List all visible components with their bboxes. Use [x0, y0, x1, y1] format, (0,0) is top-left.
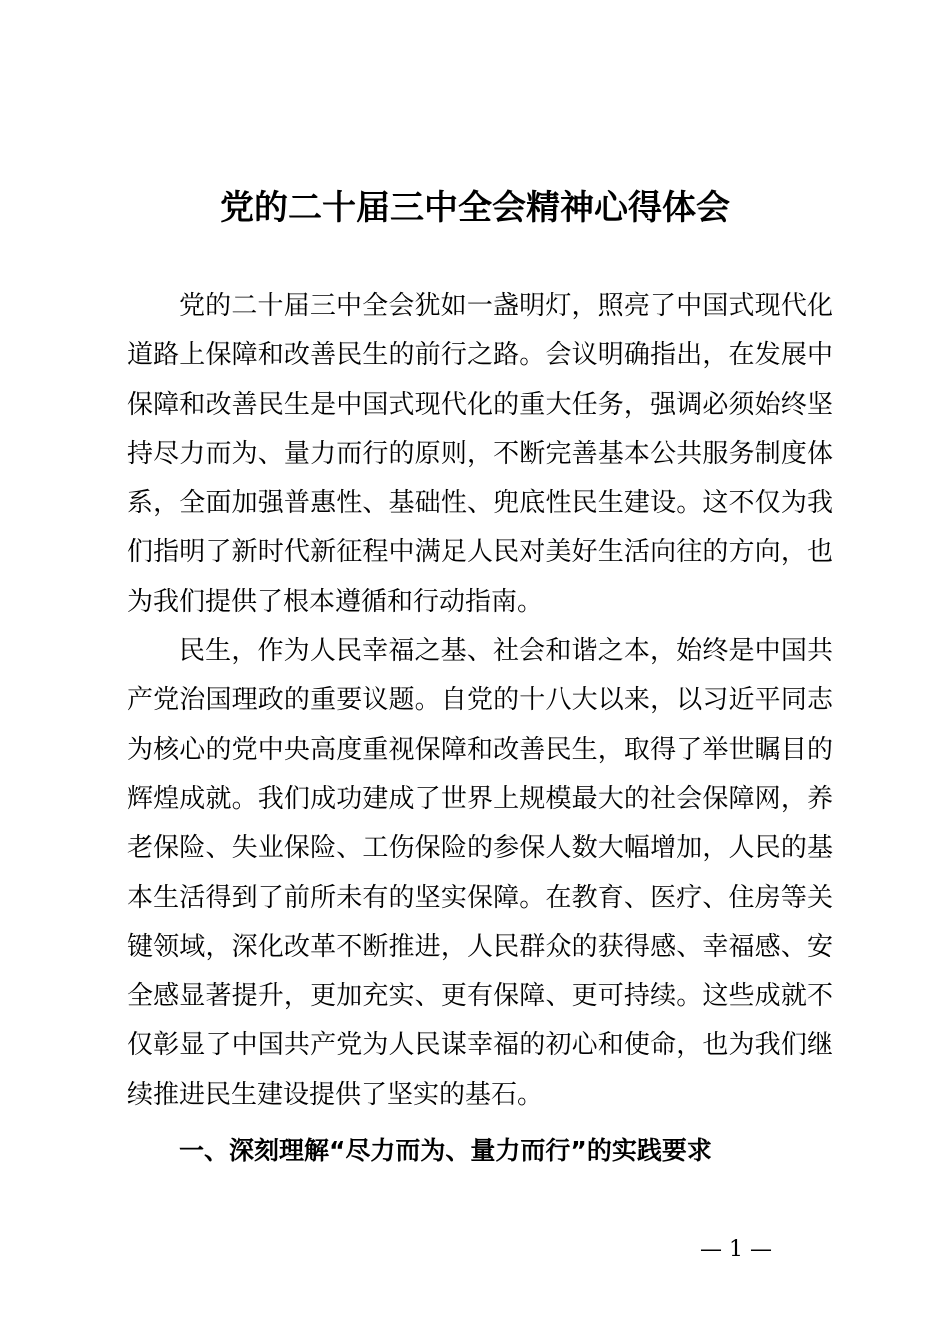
- document-body: [127, 282, 833, 1120]
- paragraph-2: 民生，作为人民幸福之基、社会和谐之本，始终是中国共产党治国理政的重要议题。自党的十八大以来，以习近平同志为核心的党中央高度重视保障和改善民生，取得了举世瞩目的辉煌成就。我们成功建成了世界上规模最大的社会保障网，养老保险、失业保险、工伤保险的参保人数大幅增加，人民的基本生活得到了前所未有的坚实保障。在教育、医疗、住房等关键领域，深化改革不断推进，人民群众的获得感、幸福感、安全感显著提升，更加充实、更有保障、更可持续。这些成就不仅彰显了中国共产党为人民谋幸福的初心和使命，也为我们继续推进民生建设提供了坚实的基石。: [127, 636, 833, 1110]
- paragraph-1: 党的二十届三中全会犹如一盏明灯，照亮了中国式现代化道路上保障和改善民生的前行之路。会议明确指出，在发展中保障和改善民生是中国式现代化的重大任务，强调必须始终坚持尽力而为、量力而行的原则，不断完善基本公共服务制度体系，全面加强普惠性、基础性、兜底性民生建设。这不仅为我们指明了新时代新征程中满足人民对美好生活向往的方向，也为我们提供了根本遵循和行动指南。: [127, 291, 833, 617]
- section-heading: 一、深刻理解“尽力而为、量力而行”的实践要求: [179, 1136, 712, 1165]
- page-number: — 1 —: [700, 1237, 772, 1262]
- document-title: 党的二十届三中全会精神心得体会: [220, 188, 730, 228]
